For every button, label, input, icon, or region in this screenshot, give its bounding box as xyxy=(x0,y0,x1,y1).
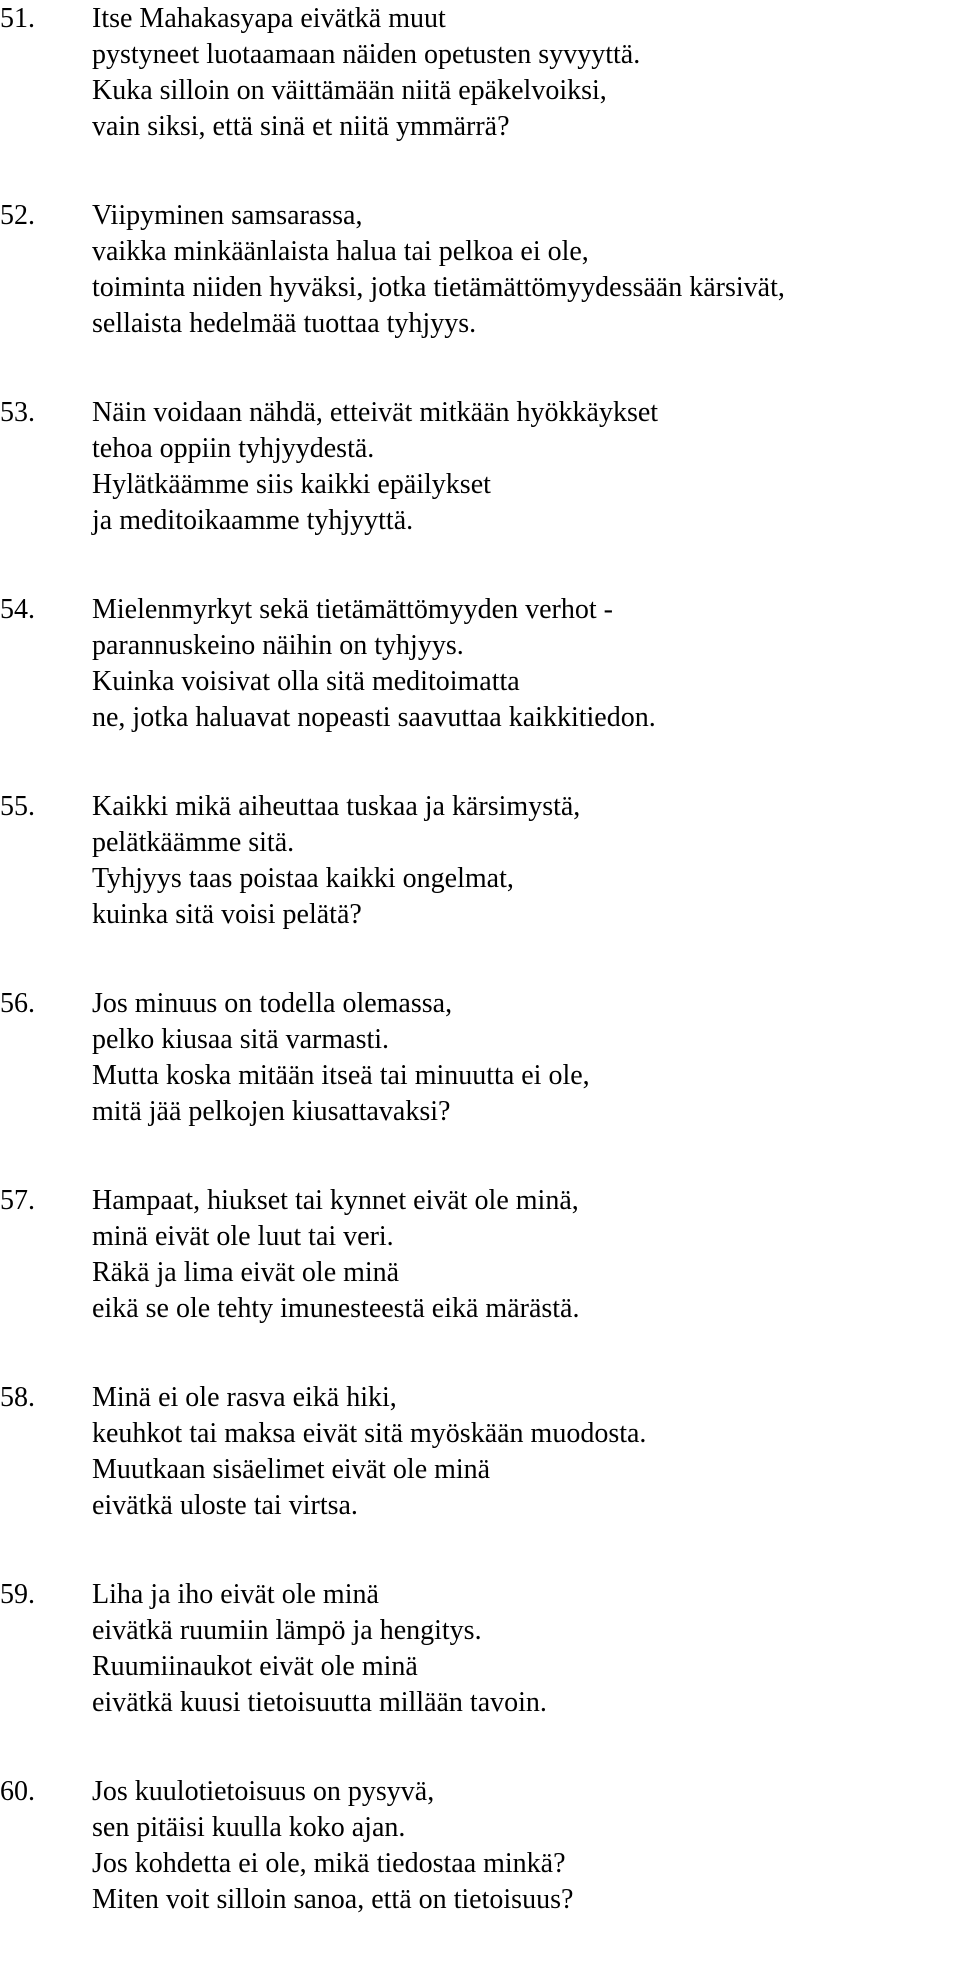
verse-line: Mielenmyrkyt sekä tietämättömyyden verhot - xyxy=(92,594,613,625)
verse-line: Kaikki mikä aiheuttaa tuskaa ja kärsimystä, xyxy=(92,791,581,822)
verse-line: vain siksi, että sinä et niitä ymmärrä? xyxy=(92,111,510,142)
verse-line: Kuinka voisivat olla sitä meditoimatta xyxy=(92,666,520,697)
verse-line: ja meditoikaamme tyhjyyttä. xyxy=(92,505,414,536)
verse-line: vaikka minkäänlaista halua tai pelkoa ei ole, xyxy=(92,236,589,267)
verse-text xyxy=(92,1,952,145)
verse-text xyxy=(92,1380,952,1524)
verse-text xyxy=(92,592,952,736)
verse-line: eivätkä kuusi tietoisuutta millään tavoin. xyxy=(92,1687,547,1718)
verse-line: minä eivät ole luut tai veri. xyxy=(92,1221,394,1252)
verse-line: pelko kiusaa sitä varmasti. xyxy=(92,1024,390,1055)
verse-line: Mutta koska mitään itseä tai minuutta ei ole, xyxy=(92,1060,590,1091)
verse-line: Hampaat, hiukset tai kynnet eivät ole minä, xyxy=(92,1185,579,1216)
verse-line: Ruumiinaukot eivät ole minä xyxy=(92,1651,418,1682)
verse-line: Näin voidaan nähdä, etteivät mitkään hyökkäykset xyxy=(92,397,659,428)
verse-line: sen pitäisi kuulla koko ajan. xyxy=(92,1812,406,1843)
verse-text xyxy=(92,1577,952,1721)
verse-line: eivätkä uloste tai virtsa. xyxy=(92,1490,358,1521)
verse-text xyxy=(92,1774,952,1918)
verse-line: Kuka silloin on väittämään niitä epäkelvoiksi, xyxy=(92,75,607,106)
verse-line: ne, jotka haluavat nopeasti saavuttaa kaikkitiedon. xyxy=(92,702,656,733)
verse-number: 53. xyxy=(0,397,35,428)
verse-line: Hylätkäämme siis kaikki epäilykset xyxy=(92,469,491,500)
verse-line: Minä ei ole rasva eikä hiki, xyxy=(92,1382,397,1413)
verse-line: Tyhjyys taas poistaa kaikki ongelmat, xyxy=(92,863,514,894)
verse-line: Jos kohdetta ei ole, mikä tiedostaa minkä? xyxy=(92,1848,566,1879)
verse-number: 57. xyxy=(0,1185,35,1216)
verse-number: 58. xyxy=(0,1382,35,1413)
verse-line: pelätkäämme sitä. xyxy=(92,827,295,858)
verse-line: Liha ja iho eivät ole minä xyxy=(92,1579,379,1610)
verse-number: 60. xyxy=(0,1776,35,1807)
verse-number: 59. xyxy=(0,1579,35,1610)
verse-text xyxy=(92,198,952,342)
verse-number: 51. xyxy=(0,3,35,34)
verse-line: parannuskeino näihin on tyhjyys. xyxy=(92,630,464,661)
verse-line: sellaista hedelmää tuottaa tyhjyys. xyxy=(92,308,477,339)
verse-text xyxy=(92,395,952,539)
verse-number: 52. xyxy=(0,200,35,231)
verse-line: pystyneet luotaamaan näiden opetusten syvyyttä. xyxy=(92,39,641,70)
verse-number: 55. xyxy=(0,791,35,822)
verse-line: eikä se ole tehty imunesteestä eikä märästä. xyxy=(92,1293,580,1324)
verse-line: tehoa oppiin tyhjyydestä. xyxy=(92,433,375,464)
verse-line: eivätkä ruumiin lämpö ja hengitys. xyxy=(92,1615,482,1646)
verse-text xyxy=(92,1183,952,1327)
verse-line: Räkä ja lima eivät ole minä xyxy=(92,1257,400,1288)
verse-line: Muutkaan sisäelimet eivät ole minä xyxy=(92,1454,491,1485)
verse-number: 56. xyxy=(0,988,35,1019)
verse-text xyxy=(92,789,952,933)
verse-line: keuhkot tai maksa eivät sitä myöskään muodosta. xyxy=(92,1418,647,1449)
verse-line: Viipyminen samsarassa, xyxy=(92,200,363,231)
verse-line: mitä jää pelkojen kiusattavaksi? xyxy=(92,1096,451,1127)
verse-text xyxy=(92,986,952,1130)
verse-line: Jos kuulotietoisuus on pysyvä, xyxy=(92,1776,435,1807)
verse-line: kuinka sitä voisi pelätä? xyxy=(92,899,362,930)
verse-line: Jos minuus on todella olemassa, xyxy=(92,988,453,1019)
verse-line: Miten voit silloin sanoa, että on tietoisuus? xyxy=(92,1884,574,1915)
verse-line: Itse Mahakasyapa eivätkä muut xyxy=(92,3,446,34)
verse-line: toiminta niiden hyväksi, jotka tietämättömyydessään kärsivät, xyxy=(92,272,785,303)
verse-number: 54. xyxy=(0,594,35,625)
